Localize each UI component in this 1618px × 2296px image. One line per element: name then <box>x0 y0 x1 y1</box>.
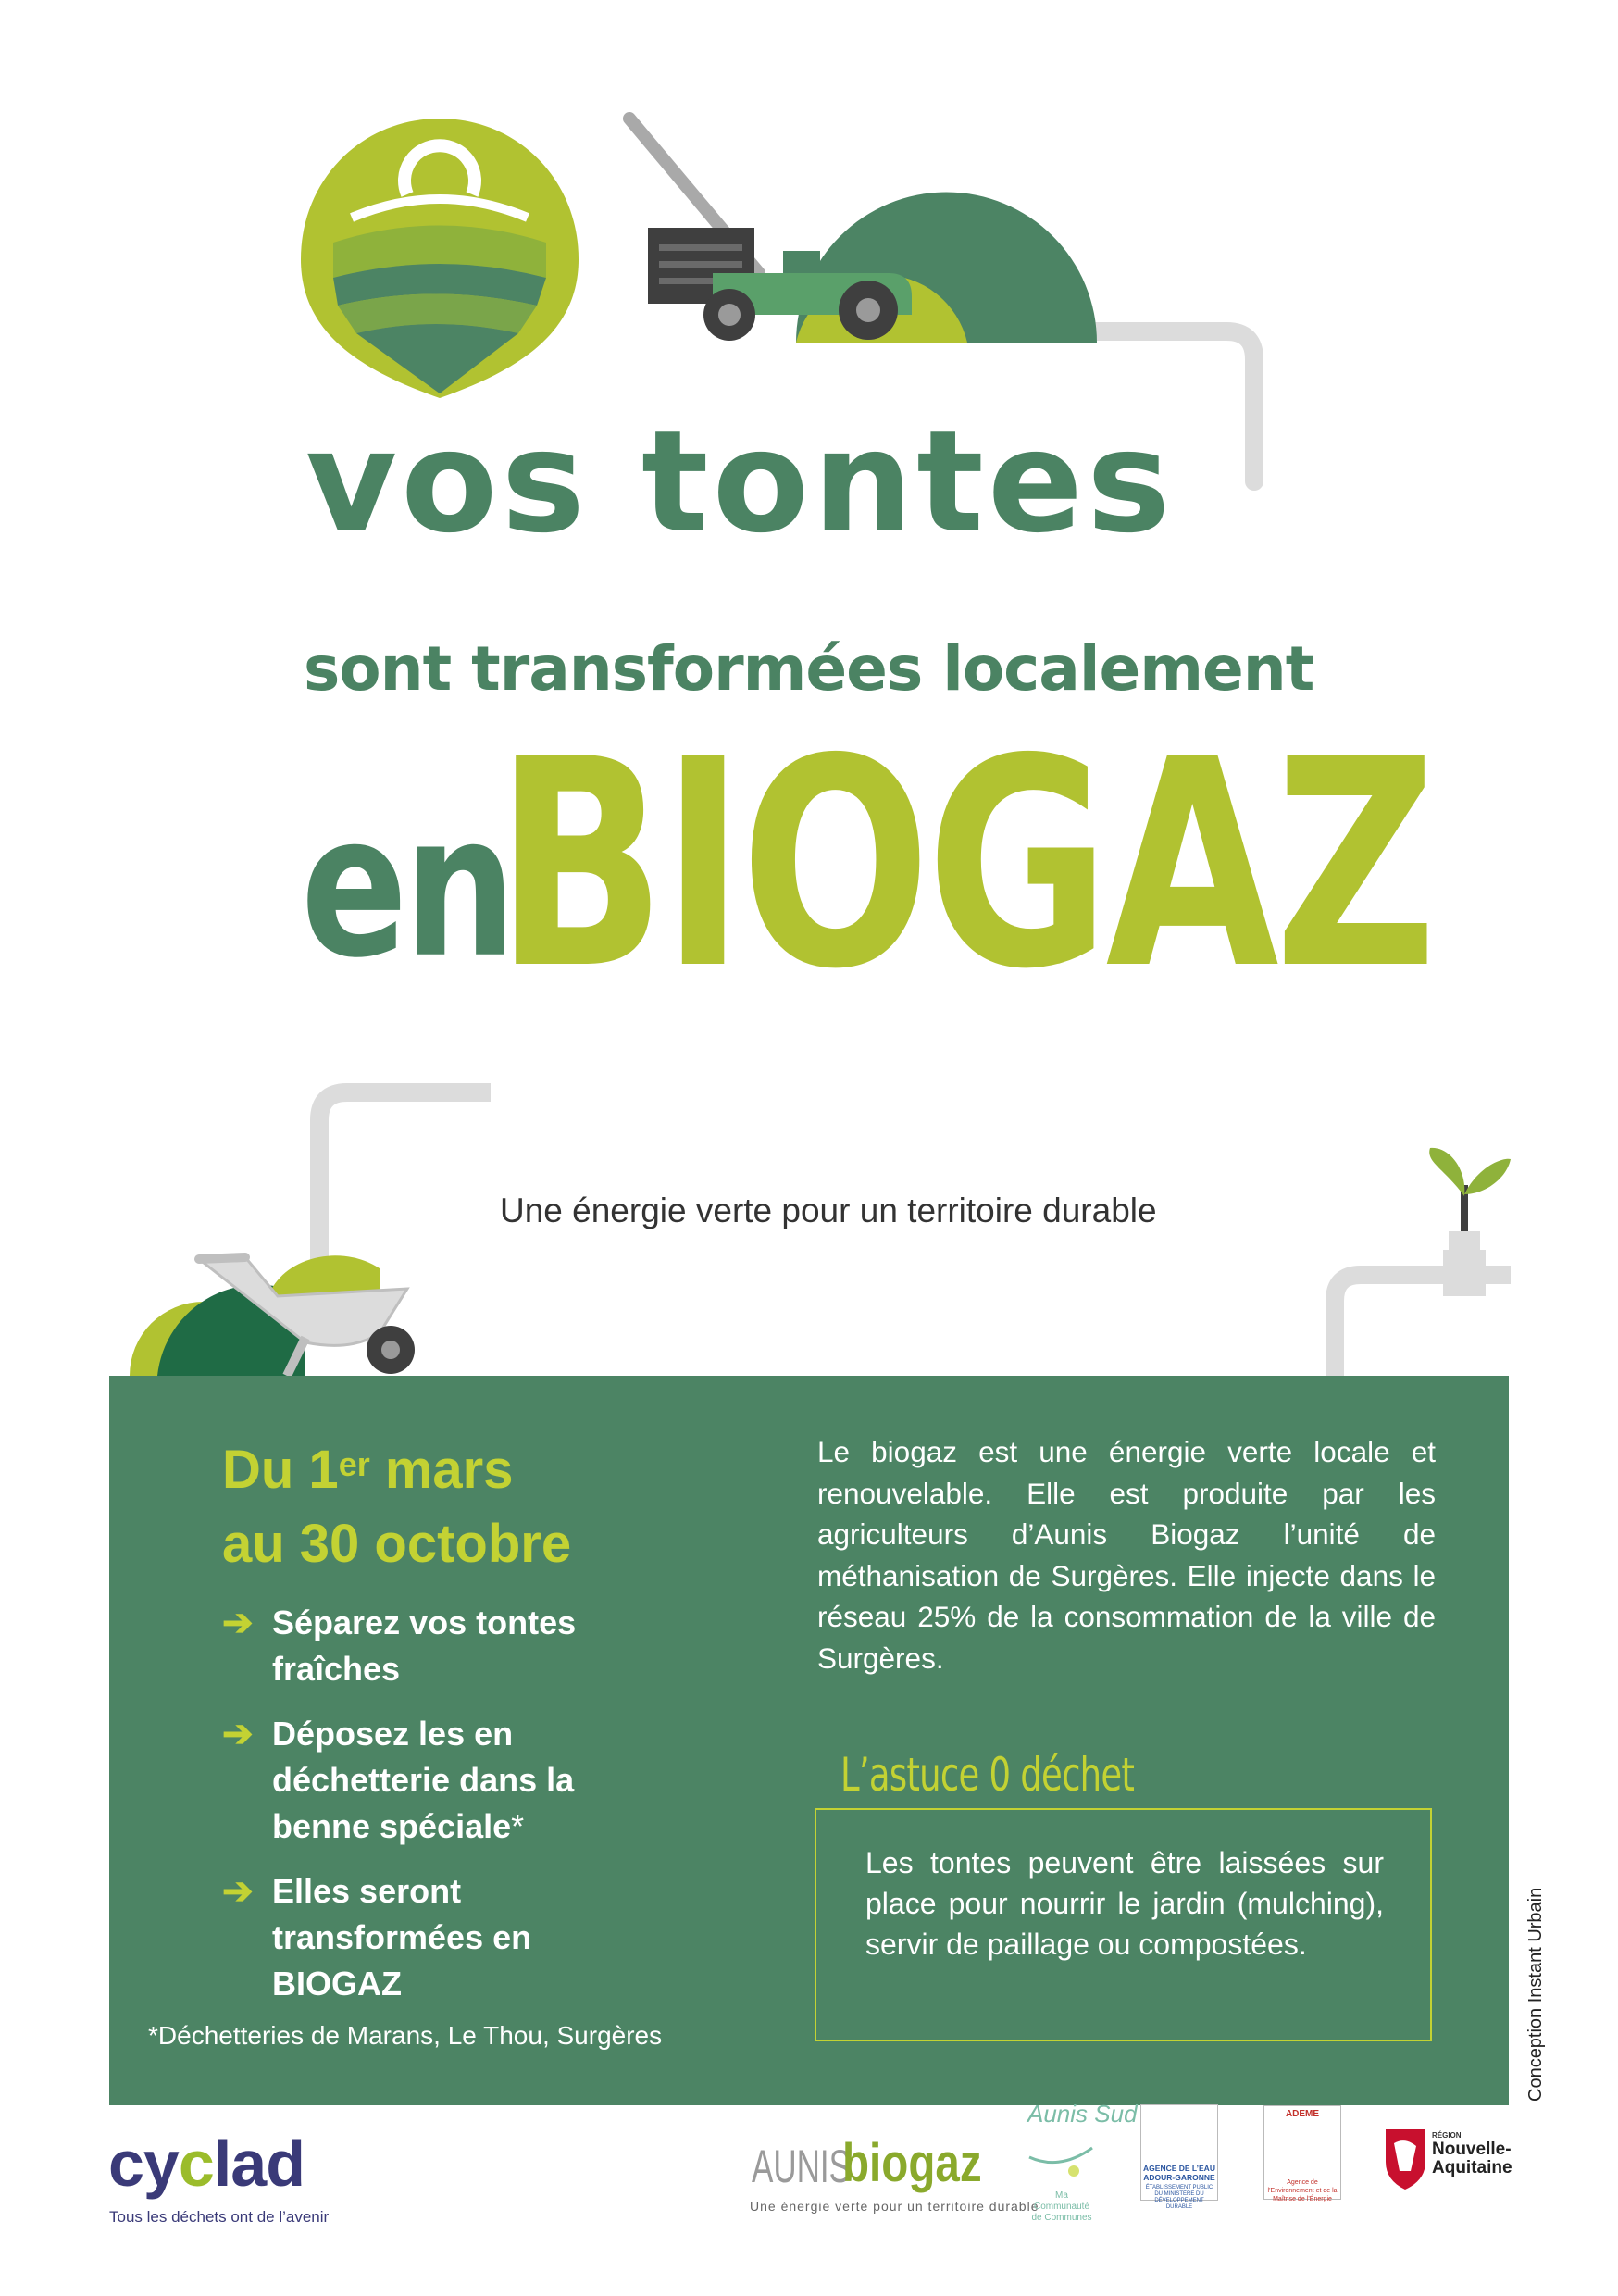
headline-line2: sont transformées localement <box>304 633 1314 705</box>
adour-garonne-text <box>1142 2164 1216 2211</box>
cyclad-logo-part: cy <box>108 2128 179 2200</box>
biogaz-info-text: Le biogaz est une énergie verte locale et renouvelable. Elle est produite par les agriculteurs d’Aunis Biogaz l’unité de méthanisation de Surgères. Elle injecte dans le réseau 25% de la consommation de la ville de Surgères. <box>817 1435 1436 1675</box>
step-text: Séparez vos tontes fraîches <box>272 1603 577 1688</box>
aunis-sud-logo: Aunis Sud <box>1027 2100 1138 2128</box>
headline-biogaz: BIOGAZ <box>495 698 1433 1032</box>
period-month: mars <box>369 1440 514 1500</box>
cyclad-tagline: Tous les déchets ont de l’avenir <box>109 2208 330 2226</box>
period-day: Du 1 <box>222 1440 339 1500</box>
sprout-icon <box>1429 1148 1511 1231</box>
aunis-biogaz-logo-aunis: AUNIS <box>752 2140 851 2192</box>
aunis-biogaz-tagline: Une énergie verte pour un territoire durable <box>750 2199 1039 2214</box>
steps-list <box>222 1600 648 2026</box>
region-label: RÉGION <box>1432 2131 1462 2140</box>
lawn-mower-icon <box>629 119 1097 343</box>
region-logo-icon <box>1386 2129 1425 2190</box>
period-line2: au 30 octobre <box>222 1514 572 1574</box>
pipe-valve <box>1449 1231 1480 1252</box>
step-item <box>222 1600 648 1692</box>
design-credit: Conception Instant Urbain <box>1525 1887 1546 2102</box>
pipe-joint <box>1443 1250 1486 1296</box>
step-item <box>222 1711 648 1850</box>
cyclad-logo <box>108 2128 305 2200</box>
arrow-right-icon: ➔ <box>222 1603 254 1643</box>
adour-garonne-name: AGENCE DE L’EAU ADOUR-GARONNE <box>1143 2164 1215 2182</box>
aunis-biogaz-logo-biogaz: biogaz <box>842 2133 982 2193</box>
wheelbarrow-icon <box>130 1255 415 1376</box>
adour-garonne-sub: ÉTABLISSEMENT PUBLIC DU MINISTÈRE DU DÉVELOPPEMENT DURABLE <box>1145 2185 1214 2210</box>
astuce-text: Les tontes peuvent être laissées sur place pour nourrir le jardin (mulching), servir de paillage ou compostées. <box>865 1846 1384 1961</box>
astuce-title: L’astuce 0 déchet <box>840 1748 1135 1802</box>
footnote: *Déchetteries de Marans, Le Thou, Surgères <box>148 2021 663 2050</box>
arrow-right-icon: ➔ <box>222 1871 254 1912</box>
headline-en: en <box>301 772 513 1002</box>
location-pin-fields-icon <box>301 119 579 398</box>
period-ordinal: er <box>338 1445 370 1483</box>
period-dates <box>222 1433 571 1581</box>
cyclad-logo-part: lad <box>213 2128 305 2200</box>
tagline: Une énergie verte pour un territoire durable <box>500 1192 1157 1229</box>
step-item <box>222 1868 648 2007</box>
region-name: Nouvelle-Aquitaine <box>1432 2140 1512 2177</box>
step-text: Elles seront transformées en BIOGAZ <box>272 1872 532 2003</box>
headline-line1: vos tontes <box>305 400 1175 564</box>
period-line1 <box>222 1433 571 1507</box>
aunis-sud-subtitle: Ma Communauté de Communes <box>1031 2190 1092 2223</box>
ademe-label: ADEME <box>1285 2109 1320 2119</box>
cyclad-logo-part: c <box>178 2128 214 2200</box>
aunis-sud-logo-icon <box>1029 2148 1092 2177</box>
ademe-subtitle: Agence de l’Environnement et de la Maîtrise de l’Énergie <box>1267 2179 1338 2202</box>
step-footnote-mark: * <box>511 1807 525 1845</box>
step-text: Déposez les en déchetterie dans la benne spéciale <box>272 1715 575 1845</box>
arrow-right-icon: ➔ <box>222 1714 254 1754</box>
